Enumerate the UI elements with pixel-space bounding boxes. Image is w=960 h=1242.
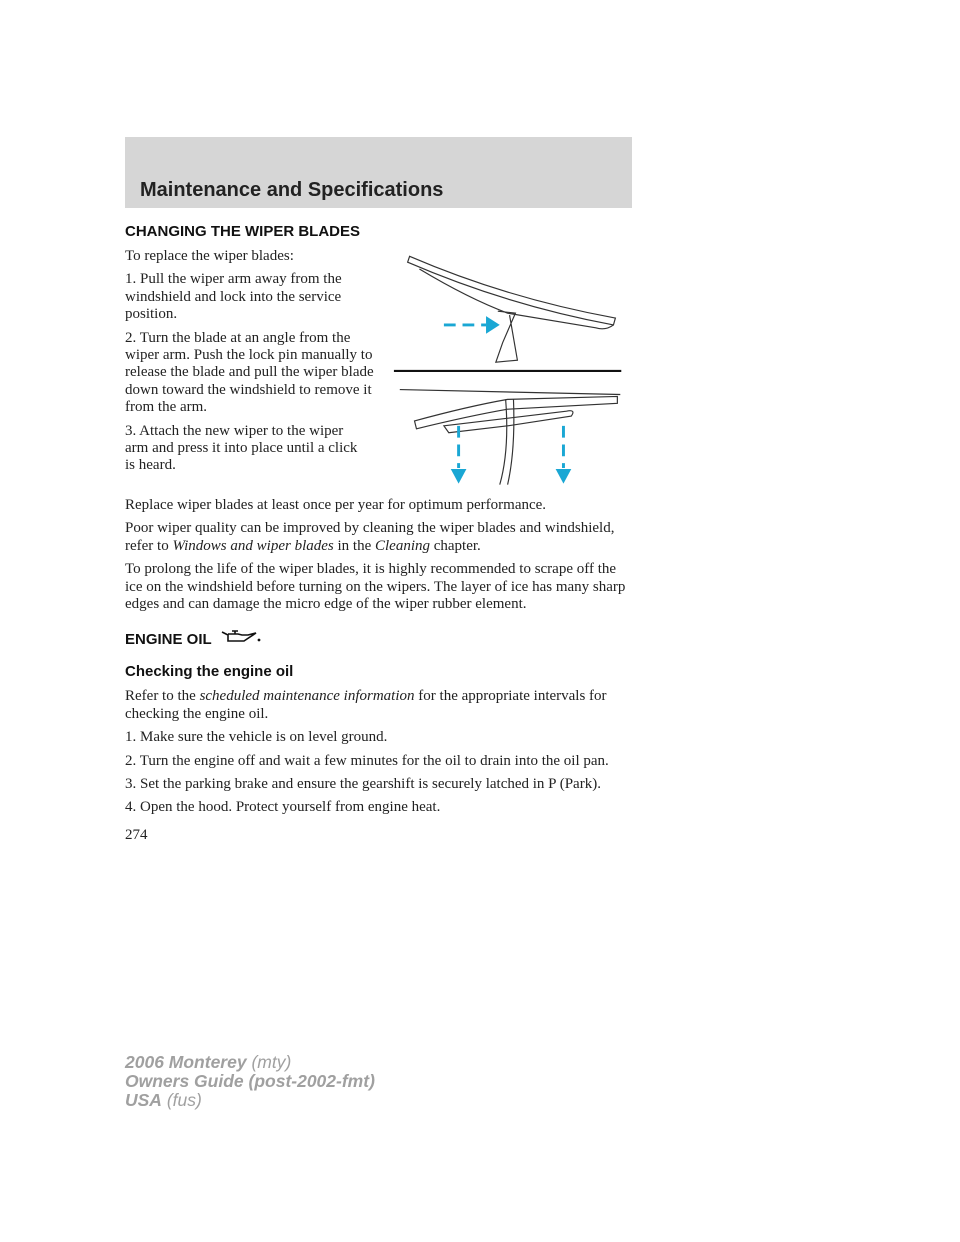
arrow-down-icon — [556, 469, 572, 484]
replace-note: Replace wiper blades at least once per year for optimum performance. — [125, 497, 547, 513]
checking-oil-subheading: Checking the engine oil — [125, 663, 294, 681]
arrow-right-icon — [486, 316, 500, 334]
wiper-steps-column — [125, 248, 387, 481]
page-number: 274 — [125, 826, 148, 843]
oil-step-1: 1. Make sure the vehicle is on level ground. — [125, 729, 388, 746]
engine-oil-heading: ENGINE OIL — [125, 629, 635, 649]
oil-step-2: 2. Turn the engine off and wait a few minutes for the oil to drain into the oil pan. — [125, 752, 609, 769]
wiper-step-1: 1. Pull the wiper arm away from the windshield and lock into the service position. — [125, 271, 342, 323]
page-content — [125, 223, 635, 850]
oil-refer: Refer to the scheduled maintenance information for the appropriate intervals for checking the engine oil. — [125, 688, 607, 722]
oil-can-icon — [220, 629, 262, 645]
quality-note: Poor wiper quality can be improved by cleaning the wiper blades and windshield, refer to Windows and wiper blades in the Cleaning chapter. — [125, 520, 615, 554]
arrow-down-icon — [451, 469, 467, 484]
oil-step-4: 4. Open the hood. Protect yourself from engine heat. — [125, 799, 441, 816]
footer: 2006 Monterey (mty) Owners Guide (post-2002-fmt) USA (fus) — [125, 1052, 375, 1110]
wiper-step-3: 3. Attach the new wiper to the wiper arm and press it into place until a click is heard. — [125, 422, 358, 474]
wiper-blade-illustration — [390, 242, 635, 497]
wiper-step-2: 2. Turn the blade at an angle from the wiper arm. Push the lock pin manually to release the blade and pull the wiper blade down toward the windshield to remove it from the arm. — [125, 329, 374, 416]
section-header — [125, 137, 632, 208]
wiper-intro: To replace the wiper blades: — [125, 248, 294, 264]
wiper-heading: CHANGING THE WIPER BLADES — [125, 223, 361, 240]
oil-step-3: 3. Set the parking brake and ensure the gearshift is securely latched in P (Park). — [125, 776, 601, 793]
section-title: Maintenance and Specifications — [140, 179, 444, 201]
ice-note: To prolong the life of the wiper blades, it is highly recommended to scrape off the ice on the windshield before turning on the wipers. The layer of ice has many sharp edges and can damage the micro edge of the wiper rubber element. — [125, 561, 626, 613]
wiper-steps-row — [125, 248, 635, 497]
